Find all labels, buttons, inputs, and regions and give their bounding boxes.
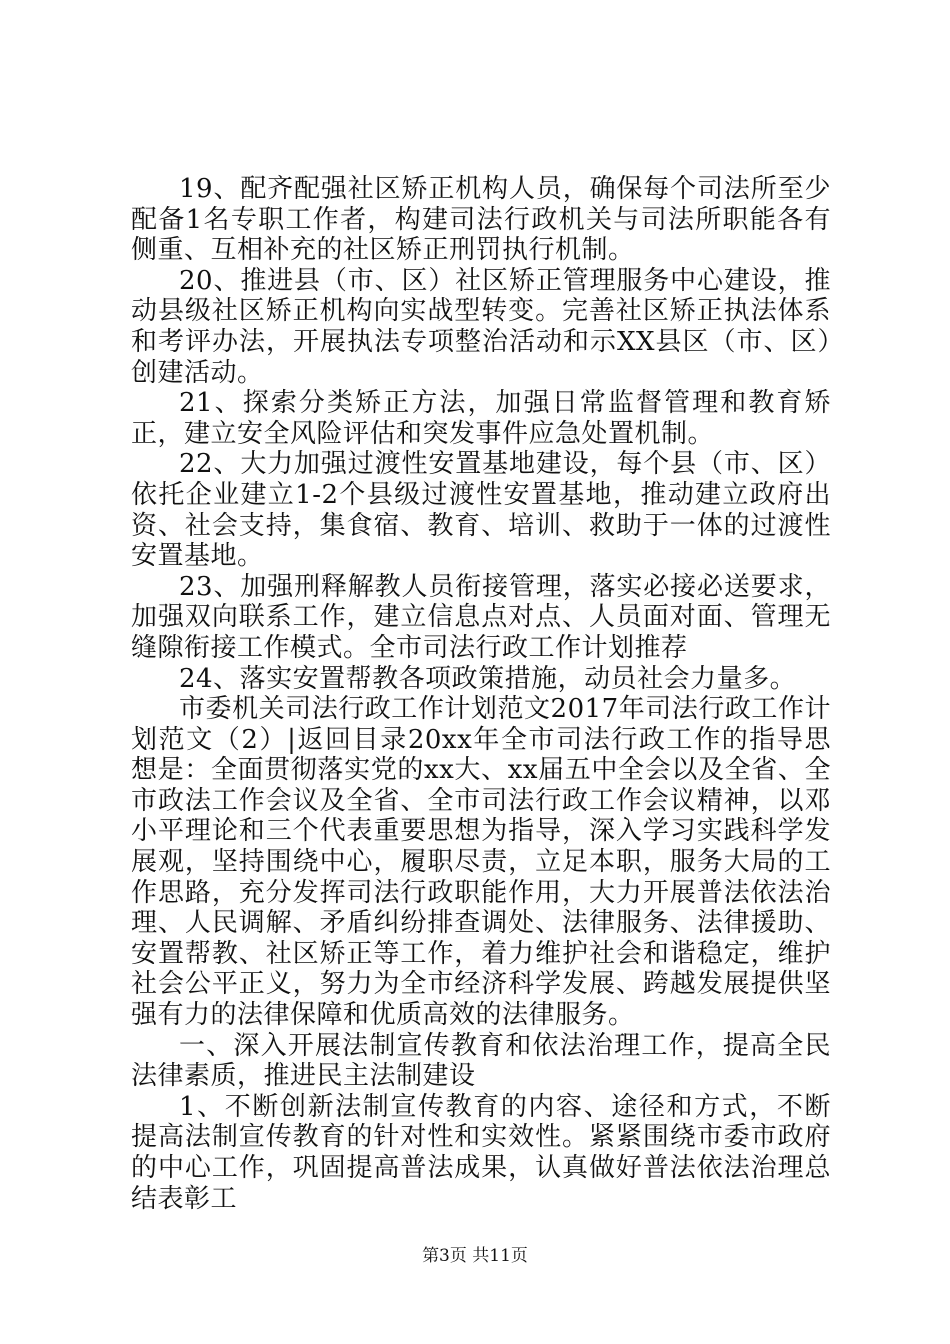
paragraph-19: 19、配齐配强社区矫正机构人员，确保每个司法所至少配备1名专职工作者，构建司法行政机关与司法所职能各有侧重、互相补充的社区矫正刑罚执行机制。	[131, 174, 831, 266]
paragraph-23: 23、加强刑释解教人员衔接管理，落实必接必送要求，加强双向联系工作，建立信息点对点、人员面对面、管理无缝隙衔接工作模式。全市司法行政工作计划推荐	[131, 571, 831, 663]
paragraph-guiding-thought: 市委机关司法行政工作计划范文2017年司法行政工作计划范文（2）|返回目录20xx年全市司法行政工作的指导思想是：全面贯彻落实党的xx大、xx届五中全会以及全省、全市政法工作会议及全省、全市司法行政工作会议精神，以邓小平理论和三个代表重要思想为指导，深入学习实践科学发展观，坚持围绕中心，履职尽责，立足本职，服务大局的工作思路，充分发挥司法行政职能作用，大力开展普法依法治理、人民调解、矛盾纠纷排查调处、法律服务、法律援助、安置帮教、社区矫正等工作，着力维护社会和谐稳定，维护社会公平正义，努力为全市经济科学发展、跨越发展提供坚强有力的法律保障和优质高效的法律服务。	[131, 694, 831, 1031]
paragraph-21: 21、探索分类矫正方法，加强日常监督管理和教育矫正，建立安全风险评估和突发事件应急处置机制。	[131, 388, 831, 449]
document-body	[131, 174, 831, 1214]
paragraph-22: 22、大力加强过渡性安置基地建设，每个县（市、区）依托企业建立1-2个县级过渡性安置基地，推动建立政府出资、社会支持，集食宿、教育、培训、救助于一体的过渡性安置基地。	[131, 449, 831, 572]
paragraph-item-1: 1、不断创新法制宣传教育的内容、途径和方式，不断提高法制宣传教育的针对性和实效性。紧紧围绕市委市政府的中心工作，巩固提高普法成果，认真做好普法依法治理总结表彰工	[131, 1091, 831, 1214]
paragraph-24: 24、落实安置帮教各项政策措施，动员社会力量多。	[179, 663, 797, 694]
paragraph-20: 20、推进县（市、区）社区矫正管理服务中心建设，推动县级社区矫正机构向实战型转变。完善社区矫正执法体系和考评办法，开展执法专项整治活动和示XX县区（市、区）创建活动。	[131, 265, 831, 388]
section-heading-1: 一、深入开展法制宣传教育和依法治理工作，提高全民法律素质，推进民主法制建设	[131, 1030, 831, 1092]
page-footer: 第3页 共11页	[422, 1246, 528, 1266]
